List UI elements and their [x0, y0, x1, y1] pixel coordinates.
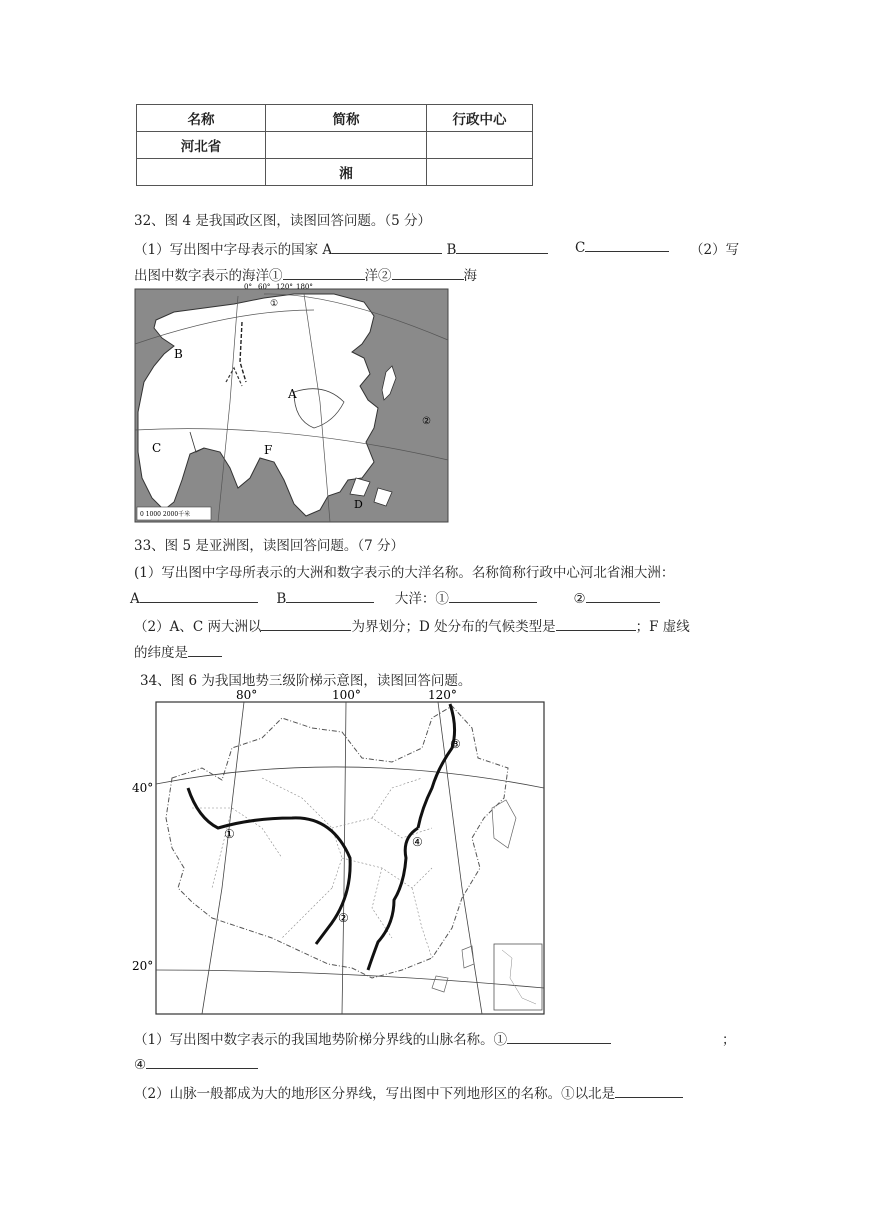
map-number-label: ②: [422, 416, 431, 427]
q33-title: 33、图 5 是亚洲图，读图回答问题。（7 分）: [134, 538, 404, 554]
map-number-label: ②: [338, 911, 349, 925]
province-table: [136, 104, 533, 186]
answer-blank[interactable]: [585, 238, 669, 252]
answer-blank[interactable]: [556, 617, 636, 631]
q32-sea-label: 海: [463, 268, 477, 284]
q33-p2-a: （2）A、C 两大洲以: [134, 619, 262, 635]
answer-blank[interactable]: [140, 589, 258, 603]
q33-a-label: A: [130, 591, 140, 607]
table-row: [137, 132, 533, 159]
q32-p2-label: 出图中数字表示的海洋①: [134, 268, 283, 284]
q32-part2: [134, 264, 477, 284]
q33-p2-d: 的纬度是: [134, 645, 188, 661]
q33-b-label: B: [276, 591, 287, 607]
table-cell: [266, 132, 427, 159]
answer-blank[interactable]: [615, 1084, 683, 1098]
q34-title: 34、图 6 为我国地势三级阶梯示意图，读图回答问题。: [140, 673, 472, 689]
map-letter-label: C: [152, 441, 162, 455]
q33-part1: (1）写出图中字母所表示的大洲和数字表示的大洋名称。名称简称行政中心河北省湘大洲：: [134, 565, 675, 581]
table-header-cell: 简称: [266, 105, 427, 132]
answer-blank[interactable]: [146, 1055, 258, 1069]
answer-blank[interactable]: [456, 240, 548, 254]
table-header-cell: 名称: [137, 105, 266, 132]
lon-label: 120°: [276, 283, 293, 291]
q32-p1-c-label: C: [575, 240, 586, 256]
q34-part1-sep: ；: [722, 1032, 736, 1048]
answer-blank[interactable]: [188, 643, 222, 657]
table-header-row: [137, 105, 533, 132]
answer-blank[interactable]: [283, 266, 365, 280]
answer-blank[interactable]: [261, 617, 351, 631]
q33-part1-answers: [130, 587, 660, 607]
q32-p1-b-label: B: [446, 242, 457, 258]
q33-part2: [134, 615, 690, 635]
q34-p1-b: ④: [134, 1057, 147, 1073]
q32-part1: [134, 238, 548, 258]
map-scale: 0 1000 2000千米: [140, 511, 191, 518]
map-number-label: ④: [412, 835, 423, 849]
answer-blank[interactable]: [286, 589, 374, 603]
answer-blank[interactable]: [449, 589, 537, 603]
answer-blank[interactable]: [586, 589, 660, 603]
map-letter-label: F: [264, 443, 273, 457]
map-number-label: ①: [224, 827, 235, 841]
q34-p2: （2）山脉一般都成为大的地形区分界线，写出图中下列地形区的名称。①以北是: [134, 1086, 616, 1102]
lat-label: 20°: [132, 959, 154, 973]
q33-ocean2-label: ②: [573, 591, 586, 607]
q33-ocean-label: 大洋：①: [394, 591, 449, 607]
map-number-label: ①: [270, 299, 279, 309]
lon-label: 120°: [428, 688, 457, 702]
map-letter-label: A: [288, 387, 297, 401]
table-cell: [427, 132, 533, 159]
q32-part1-c: [575, 238, 669, 256]
lon-label: 100°: [332, 688, 361, 702]
answer-blank[interactable]: [332, 240, 442, 254]
answer-blank[interactable]: [392, 266, 464, 280]
q33-part2-cont: [134, 641, 222, 661]
q33-p2-b: 为界划分；D 处分布的气候类型是: [351, 619, 556, 635]
china-terrain-map: [132, 688, 548, 1018]
table-header-cell: 行政中心: [427, 105, 533, 132]
table-cell: [137, 159, 266, 186]
map-letter-label: D: [354, 498, 363, 511]
q32-ocean-label: 洋②: [364, 268, 392, 284]
lon-label: 180°: [296, 283, 313, 291]
table-row: [137, 159, 533, 186]
q32-title: 32、图 4 是我国政区图，读图回答问题。（5 分）: [134, 213, 431, 229]
table-cell: 河北省: [137, 132, 266, 159]
lon-label: 80°: [236, 688, 258, 702]
q34-part1-cont: [134, 1055, 258, 1073]
q32-p1-a-label: （1）写出图中字母表示的国家 A: [134, 242, 333, 258]
q34-p1-a: （1）写出图中数字表示的我国地势阶梯分界线的山脉名称。①: [134, 1032, 508, 1048]
asia-map: [134, 282, 450, 524]
map-letter-label: B: [174, 347, 183, 361]
q32-part2-start: （2）写: [690, 242, 740, 258]
q34-part2: [134, 1082, 683, 1102]
q34-part1: [134, 1028, 611, 1048]
lon-label: 0°: [244, 283, 252, 291]
lat-label: 40°: [132, 781, 154, 795]
answer-blank[interactable]: [507, 1030, 611, 1044]
map-number-label: ③: [450, 737, 461, 751]
q33-p2-c: ；F 虚线: [635, 619, 690, 635]
table-cell: [427, 159, 533, 186]
table-cell: 湘: [266, 159, 427, 186]
lon-label: 60°: [258, 283, 271, 291]
